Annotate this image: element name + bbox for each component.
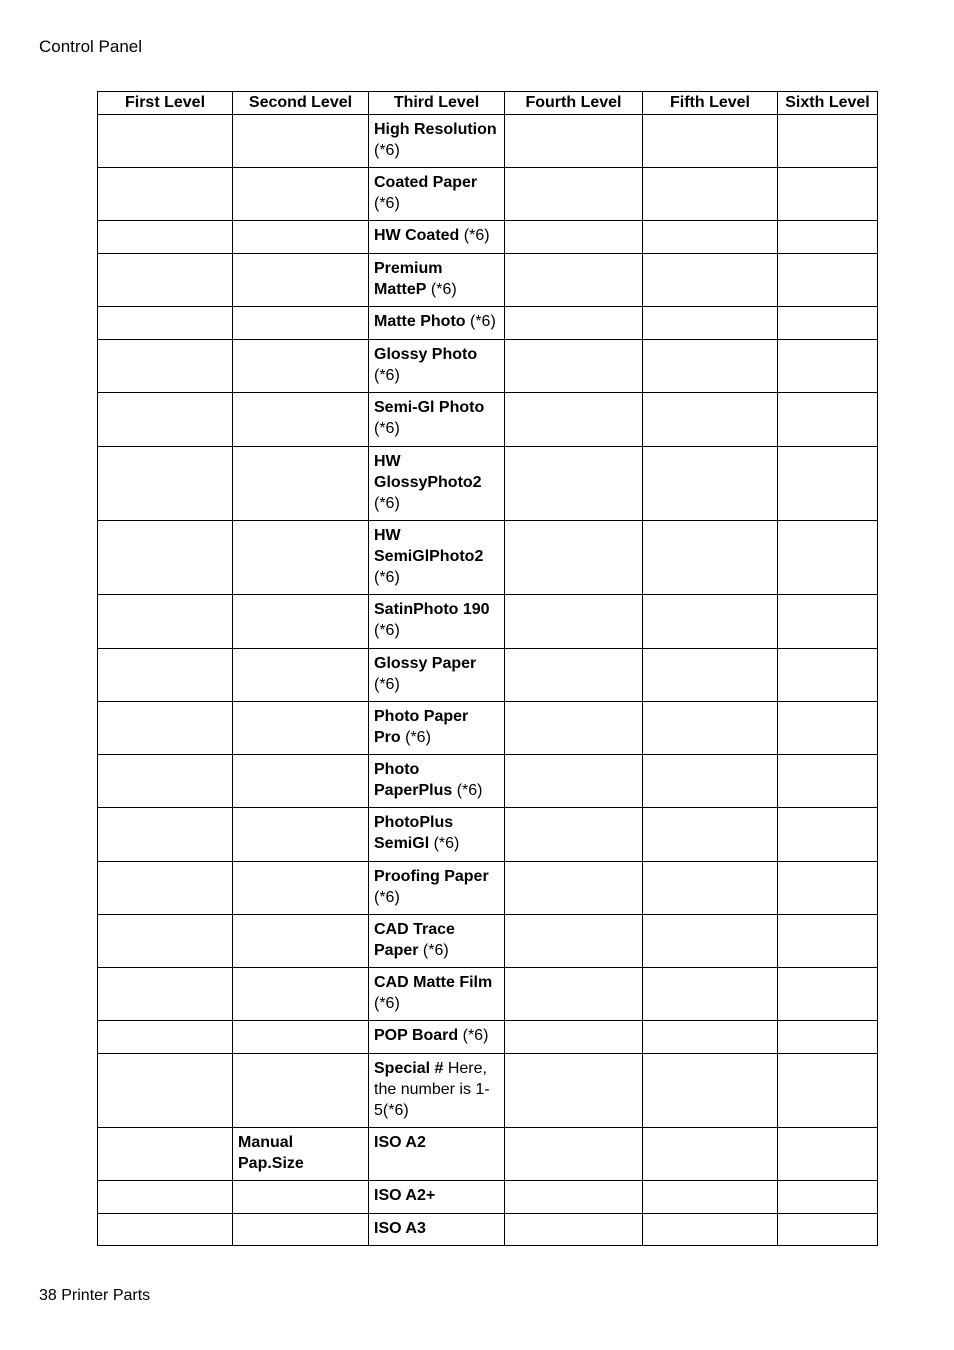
second-level-cell xyxy=(233,755,369,808)
first-level-cell xyxy=(98,1214,233,1246)
third-level-cell xyxy=(369,1128,505,1181)
sixth-level-cell xyxy=(778,393,878,447)
sixth-level-cell xyxy=(778,755,878,808)
third-level-cell xyxy=(369,968,505,1021)
fifth-level-cell xyxy=(643,915,778,968)
menu-item-label: HW Coated xyxy=(374,227,460,244)
third-level-cell xyxy=(369,702,505,755)
page-footer: 38 Printer Parts xyxy=(39,1287,151,1304)
third-level-cell xyxy=(369,521,505,595)
sixth-level-cell xyxy=(778,808,878,862)
menu-item-note: Here, the number is 1-5(*6) xyxy=(374,1060,490,1119)
second-level-cell xyxy=(233,915,369,968)
menu-item-label: ISO A2 xyxy=(374,1134,426,1151)
second-level-cell xyxy=(233,168,369,221)
sixth-level-cell xyxy=(778,702,878,755)
second-level-cell xyxy=(233,521,369,595)
menu-item-label: Photo Paper Pro xyxy=(374,708,469,746)
fourth-level-cell xyxy=(505,755,643,808)
second-level-cell xyxy=(233,808,369,862)
menu-item-note: (*6) xyxy=(418,942,449,959)
first-level-cell xyxy=(98,1021,233,1054)
first-level-cell xyxy=(98,1054,233,1128)
third-level-cell xyxy=(369,915,505,968)
sixth-level-cell xyxy=(778,221,878,254)
fourth-level-cell xyxy=(505,447,643,521)
fourth-level-cell xyxy=(505,1214,643,1246)
third-level-cell xyxy=(369,1214,505,1246)
sixth-level-cell xyxy=(778,1128,878,1181)
menu-item-note: (*6) xyxy=(374,622,400,639)
sixth-level-cell xyxy=(778,1214,878,1246)
second-level-cell xyxy=(233,447,369,521)
third-level-cell xyxy=(369,340,505,393)
fifth-level-cell xyxy=(643,447,778,521)
menu-item-note: (*6) xyxy=(452,782,483,799)
third-level-cell xyxy=(369,221,505,254)
menu-item-label: High Resolution xyxy=(374,121,497,138)
second-level-cell xyxy=(233,968,369,1021)
menu-item-label: HW GlossyPhoto2 xyxy=(374,453,482,491)
fourth-level-cell xyxy=(505,862,643,915)
first-level-cell xyxy=(98,521,233,595)
first-level-cell xyxy=(98,915,233,968)
fourth-level-cell xyxy=(505,254,643,307)
menu-structure-table xyxy=(97,91,878,1246)
first-level-cell xyxy=(98,808,233,862)
first-level-cell xyxy=(98,307,233,340)
menu-item-note: (*6) xyxy=(426,281,457,298)
sixth-level-cell xyxy=(778,1181,878,1214)
second-level-cell xyxy=(233,702,369,755)
sixth-level-cell xyxy=(778,595,878,649)
menu-item-note: (*6) xyxy=(429,835,460,852)
third-level-cell xyxy=(369,595,505,649)
first-level-cell xyxy=(98,115,233,168)
fifth-level-cell xyxy=(643,221,778,254)
fourth-level-cell xyxy=(505,1128,643,1181)
menu-item-note: (*6) xyxy=(374,195,400,212)
column-header: First Level xyxy=(98,92,233,115)
menu-item-note: (*6) xyxy=(400,729,431,746)
third-level-cell xyxy=(369,1054,505,1128)
menu-item-label: Special # xyxy=(374,1060,444,1077)
fifth-level-cell xyxy=(643,168,778,221)
menu-item-label: Matte Photo xyxy=(374,313,466,330)
menu-item-label: Glossy Paper xyxy=(374,655,477,672)
fifth-level-cell xyxy=(643,968,778,1021)
menu-item-note: (*6) xyxy=(465,313,496,330)
third-level-cell xyxy=(369,254,505,307)
menu-item-label: ISO A3 xyxy=(374,1220,426,1237)
table-body xyxy=(98,115,878,1246)
menu-item-note: (*6) xyxy=(374,569,400,586)
fourth-level-cell xyxy=(505,968,643,1021)
first-level-cell xyxy=(98,862,233,915)
menu-item-label: CAD Trace Paper xyxy=(374,921,455,959)
sixth-level-cell xyxy=(778,862,878,915)
menu-item-label: PhotoPlus SemiGl xyxy=(374,814,454,852)
table-row xyxy=(98,254,878,307)
fifth-level-cell xyxy=(643,1214,778,1246)
menu-item-note: (*6) xyxy=(374,995,400,1012)
sixth-level-cell xyxy=(778,915,878,968)
fifth-level-cell xyxy=(643,1128,778,1181)
fifth-level-cell xyxy=(643,1021,778,1054)
third-level-cell xyxy=(369,649,505,702)
menu-item-label: CAD Matte Film xyxy=(374,974,493,991)
second-level-cell xyxy=(233,649,369,702)
table-row xyxy=(98,521,878,595)
table-row xyxy=(98,649,878,702)
third-level-cell xyxy=(369,115,505,168)
table-row xyxy=(98,307,878,340)
first-level-cell xyxy=(98,340,233,393)
fifth-level-cell xyxy=(643,340,778,393)
table-row xyxy=(98,1054,878,1128)
fourth-level-cell xyxy=(505,168,643,221)
menu-item-label: ISO A2+ xyxy=(374,1187,436,1204)
sixth-level-cell xyxy=(778,447,878,521)
third-level-cell xyxy=(369,393,505,447)
first-level-cell xyxy=(98,968,233,1021)
fourth-level-cell xyxy=(505,1181,643,1214)
column-header: Sixth Level xyxy=(778,92,878,115)
table-row xyxy=(98,915,878,968)
first-level-cell xyxy=(98,254,233,307)
menu-item-note: (*6) xyxy=(459,227,490,244)
column-header: Second Level xyxy=(233,92,369,115)
second-level-cell xyxy=(233,1021,369,1054)
sixth-level-cell xyxy=(778,649,878,702)
column-header: Third Level xyxy=(369,92,505,115)
table-header-row xyxy=(98,92,878,115)
menu-item-label: Photo PaperPlus xyxy=(374,761,453,799)
second-level-cell xyxy=(233,115,369,168)
fourth-level-cell xyxy=(505,393,643,447)
third-level-cell xyxy=(369,808,505,862)
table-row xyxy=(98,340,878,393)
table-row xyxy=(98,702,878,755)
menu-item-note: (*6) xyxy=(374,676,400,693)
fourth-level-cell xyxy=(505,1021,643,1054)
menu-item-label: Glossy Photo xyxy=(374,346,478,363)
third-level-cell xyxy=(369,755,505,808)
sixth-level-cell xyxy=(778,115,878,168)
fourth-level-cell xyxy=(505,221,643,254)
second-level-cell xyxy=(233,221,369,254)
sixth-level-cell xyxy=(778,1054,878,1128)
fifth-level-cell xyxy=(643,755,778,808)
second-level-cell: Manual Pap.Size xyxy=(233,1128,369,1181)
sixth-level-cell xyxy=(778,254,878,307)
second-level-cell xyxy=(233,254,369,307)
first-level-cell xyxy=(98,595,233,649)
fourth-level-cell xyxy=(505,307,643,340)
third-level-cell xyxy=(369,447,505,521)
sixth-level-cell xyxy=(778,307,878,340)
fifth-level-cell xyxy=(643,862,778,915)
table-row xyxy=(98,221,878,254)
menu-item-label: SatinPhoto 190 xyxy=(374,601,490,618)
sixth-level-cell xyxy=(778,340,878,393)
second-level-cell xyxy=(233,595,369,649)
fifth-level-cell xyxy=(643,595,778,649)
fifth-level-cell xyxy=(643,808,778,862)
sixth-level-cell xyxy=(778,968,878,1021)
table-row xyxy=(98,808,878,862)
fourth-level-cell xyxy=(505,115,643,168)
table-row xyxy=(98,755,878,808)
table-row xyxy=(98,1181,878,1214)
second-level-cell xyxy=(233,862,369,915)
second-level-cell xyxy=(233,393,369,447)
sixth-level-cell xyxy=(778,168,878,221)
fifth-level-cell xyxy=(643,393,778,447)
menu-item-label: POP Board xyxy=(374,1027,459,1044)
second-level-cell xyxy=(233,340,369,393)
sixth-level-cell xyxy=(778,521,878,595)
menu-item-note: (*6) xyxy=(458,1027,489,1044)
fifth-level-cell xyxy=(643,649,778,702)
menu-item-label: Coated Paper xyxy=(374,174,478,191)
table-row xyxy=(98,595,878,649)
fourth-level-cell xyxy=(505,521,643,595)
second-level-cell xyxy=(233,1214,369,1246)
fourth-level-cell xyxy=(505,915,643,968)
first-level-cell xyxy=(98,1181,233,1214)
second-level-cell xyxy=(233,1181,369,1214)
fifth-level-cell xyxy=(643,115,778,168)
table-row xyxy=(98,115,878,168)
table-row xyxy=(98,862,878,915)
fourth-level-cell xyxy=(505,340,643,393)
second-level-cell xyxy=(233,307,369,340)
menu-item-note: (*6) xyxy=(374,142,400,159)
first-level-cell xyxy=(98,755,233,808)
fourth-level-cell xyxy=(505,702,643,755)
menu-item-note: (*6) xyxy=(374,367,400,384)
first-level-cell xyxy=(98,447,233,521)
menu-item-label: Semi-Gl Photo xyxy=(374,399,485,416)
fifth-level-cell xyxy=(643,1181,778,1214)
menu-item-note: (*6) xyxy=(374,889,400,906)
menu-item-label: Premium MatteP xyxy=(374,260,443,298)
table-row xyxy=(98,447,878,521)
fourth-level-cell xyxy=(505,808,643,862)
first-level-cell xyxy=(98,649,233,702)
third-level-cell xyxy=(369,307,505,340)
page-header-title: Control Panel xyxy=(39,37,143,56)
column-header: Fifth Level xyxy=(643,92,778,115)
fifth-level-cell xyxy=(643,307,778,340)
third-level-cell xyxy=(369,168,505,221)
third-level-cell xyxy=(369,862,505,915)
fifth-level-cell xyxy=(643,521,778,595)
first-level-cell xyxy=(98,221,233,254)
table-row xyxy=(98,968,878,1021)
menu-item-label: HW SemiGlPhoto2 xyxy=(374,527,484,565)
third-level-cell xyxy=(369,1021,505,1054)
menu-item-label: Proofing Paper xyxy=(374,868,489,885)
fifth-level-cell xyxy=(643,1054,778,1128)
table-row xyxy=(98,1128,878,1181)
fourth-level-cell xyxy=(505,1054,643,1128)
first-level-cell xyxy=(98,393,233,447)
fourth-level-cell xyxy=(505,649,643,702)
first-level-cell xyxy=(98,702,233,755)
sixth-level-cell xyxy=(778,1021,878,1054)
column-header: Fourth Level xyxy=(505,92,643,115)
menu-item-note: (*6) xyxy=(374,495,400,512)
table-row xyxy=(98,1214,878,1246)
fifth-level-cell xyxy=(643,702,778,755)
first-level-cell xyxy=(98,168,233,221)
first-level-cell xyxy=(98,1128,233,1181)
fifth-level-cell xyxy=(643,254,778,307)
fourth-level-cell xyxy=(505,595,643,649)
table-row xyxy=(98,168,878,221)
table-row xyxy=(98,1021,878,1054)
menu-item-note: (*6) xyxy=(374,420,400,437)
second-level-cell xyxy=(233,1054,369,1128)
table-row xyxy=(98,393,878,447)
third-level-cell xyxy=(369,1181,505,1214)
